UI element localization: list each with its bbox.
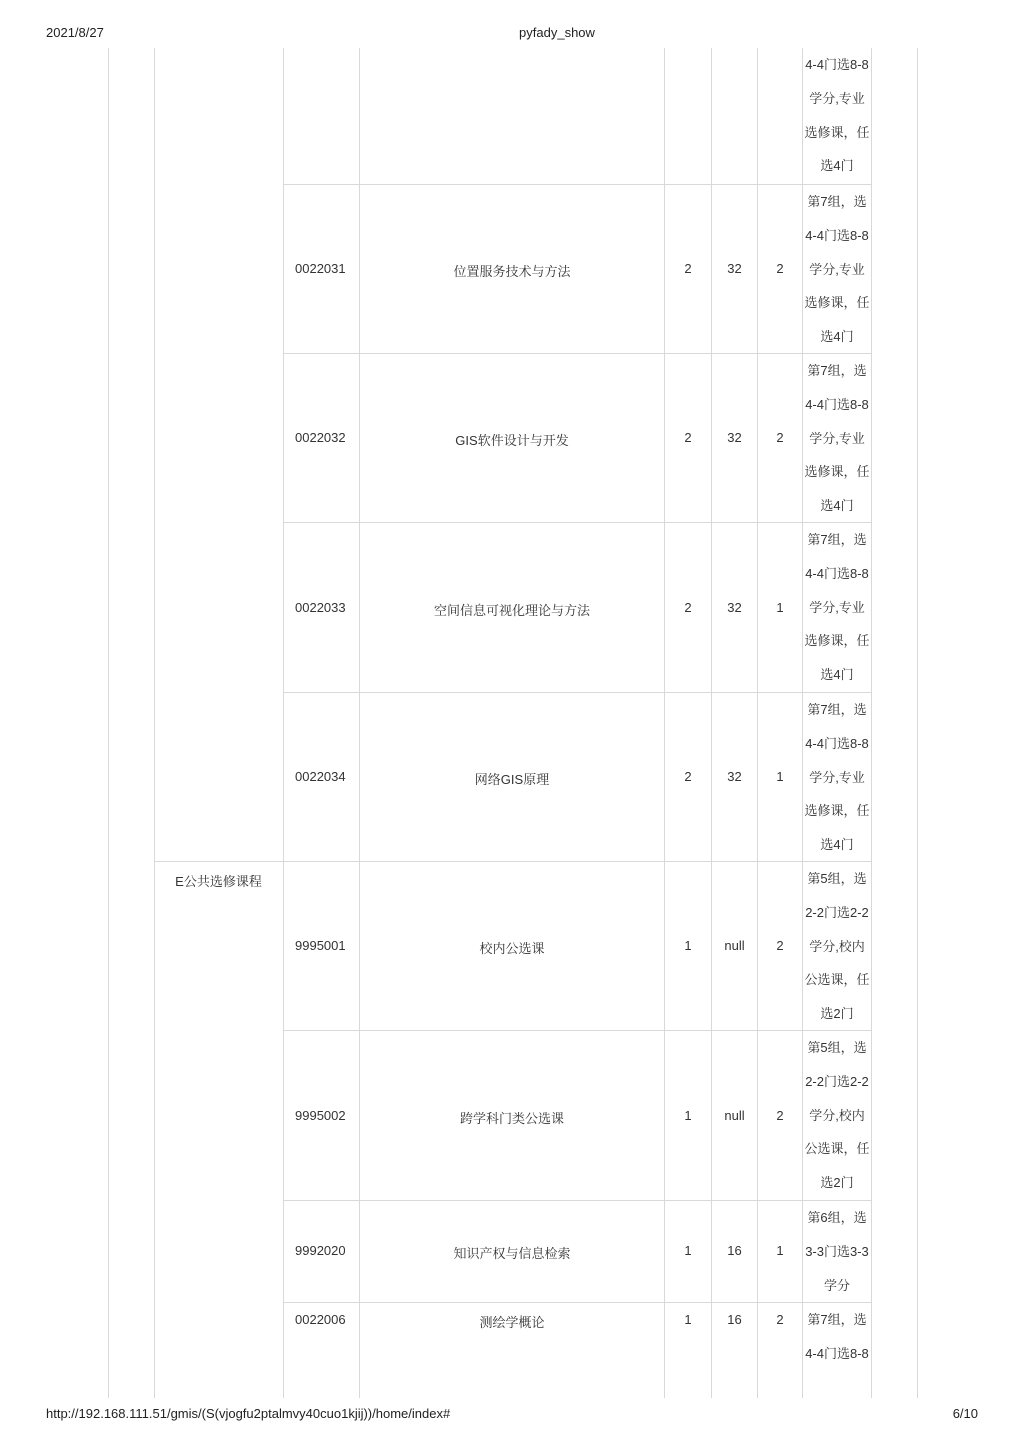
row-divider (154, 861, 871, 862)
note-line: 第7组，选 (807, 532, 867, 547)
note-line: 第7组，选 (807, 363, 867, 378)
note-line: 选4门 (820, 329, 854, 345)
course-note (803, 693, 871, 862)
course-credit: 2 (684, 769, 692, 784)
course-note (803, 1303, 871, 1371)
page-url: http://192.168.111.51/gmis/(S(vjogfu2ptalmvy40cuo1kjij))/home/index# (46, 1406, 451, 1421)
note-line: 4-4门选8-8 (805, 1345, 869, 1361)
note-line: 学分,专业 (809, 430, 865, 446)
note-line: 4-4门选8-8 (805, 735, 869, 751)
note-line: 第5组，选 (807, 1040, 867, 1055)
course-term: 2 (776, 938, 784, 953)
row-divider (283, 1302, 871, 1303)
page-title: pyfady_show (519, 25, 595, 40)
table-border-left (108, 48, 109, 1398)
course-code: 9995002 (295, 1108, 346, 1123)
course-hours: 32 (727, 261, 742, 276)
note-line: 学分,专业 (809, 769, 865, 785)
note-line: 公选课，任 (804, 1141, 870, 1157)
note-line: 2-2门选2-2 (805, 1073, 869, 1089)
row-divider (283, 353, 871, 354)
column-divider (664, 48, 665, 1398)
course-name: 网络GIS原理 (474, 772, 550, 787)
note-line: 学分,校内 (809, 1107, 865, 1123)
column-divider (283, 48, 284, 1398)
course-note (803, 354, 871, 523)
course-code: 0022032 (295, 430, 346, 445)
note-line: 4-4门选8-8 (805, 227, 869, 243)
course-note (803, 1031, 871, 1200)
note-line: 学分,校内 (809, 938, 865, 954)
row-divider (283, 522, 871, 523)
course-hours: 32 (727, 430, 742, 445)
note-line: 公选课，任 (804, 972, 870, 988)
course-name: 测绘学概论 (479, 1315, 545, 1330)
course-credit: 1 (684, 938, 692, 953)
course-term: 1 (776, 769, 784, 784)
note-line: 4-4门选8-8 (805, 396, 869, 412)
course-name: 校内公选课 (479, 941, 545, 956)
table-border-right (917, 48, 918, 1398)
note-line: 选4门 (820, 837, 854, 853)
course-credit: 1 (684, 1312, 692, 1327)
course-code: 0022034 (295, 769, 346, 784)
note-line: 选4门 (820, 498, 854, 514)
column-divider (359, 48, 360, 1398)
course-term: 1 (776, 1243, 784, 1258)
course-name: 跨学科门类公选课 (459, 1111, 564, 1126)
course-note (803, 1201, 871, 1302)
course-credit: 2 (684, 600, 692, 615)
row-divider (283, 692, 871, 693)
note-line: 第7组，选 (807, 702, 867, 717)
note-line: 2-2门选2-2 (805, 904, 869, 920)
note-line: 4-4门选8-8 (805, 57, 869, 72)
note-line: 选修课，任 (804, 803, 870, 819)
course-hours: null (724, 1108, 745, 1123)
print-date: 2021/8/27 (46, 25, 104, 40)
column-divider (711, 48, 712, 1398)
course-hours: 16 (727, 1243, 742, 1258)
note-line: 学分 (823, 1277, 850, 1293)
course-code: 0022006 (295, 1312, 346, 1327)
page-number: 6/10 (952, 1406, 978, 1421)
column-divider (757, 48, 758, 1398)
note-line: 3-3门选3-3 (805, 1243, 869, 1259)
note-line: 学分,专业 (809, 261, 865, 277)
note-line: 选4门 (820, 158, 854, 174)
course-note (803, 523, 871, 692)
course-hours: 32 (727, 769, 742, 784)
course-credit: 2 (684, 430, 692, 445)
note-line: 选修课，任 (804, 295, 870, 311)
course-name: GIS软件设计与开发 (455, 433, 569, 448)
note-line: 第7组，选 (807, 194, 867, 209)
note-line: 选修课，任 (804, 464, 870, 480)
note-line: 4-4门选8-8 (805, 565, 869, 581)
row-divider (283, 184, 871, 185)
column-divider (154, 48, 155, 1398)
course-name: 空间信息可视化理论与方法 (433, 603, 590, 618)
note-continued (803, 48, 871, 183)
course-term: 2 (776, 1312, 784, 1327)
note-line: 选4门 (820, 667, 854, 683)
note-line: 第7组，选 (807, 1312, 867, 1327)
course-note (803, 862, 871, 1031)
note-line: 选2门 (820, 1175, 854, 1191)
course-term: 2 (776, 1108, 784, 1123)
course-term: 2 (776, 261, 784, 276)
course-code: 0022033 (295, 600, 346, 615)
course-credit: 1 (684, 1243, 692, 1258)
course-code: 0022031 (295, 261, 346, 276)
note-line: 学分,专业 (809, 90, 865, 106)
course-code: 9992020 (295, 1243, 346, 1258)
course-code: 9995001 (295, 938, 346, 953)
course-note (803, 185, 871, 354)
row-divider (283, 1200, 871, 1201)
course-term: 1 (776, 600, 784, 615)
row-divider (283, 1030, 871, 1031)
note-line: 选修课，任 (804, 633, 870, 649)
course-hours: 16 (727, 1312, 742, 1327)
course-credit: 2 (684, 261, 692, 276)
note-line: 学分,专业 (809, 599, 865, 615)
note-line: 选2门 (820, 1006, 854, 1022)
course-credit: 1 (684, 1108, 692, 1123)
note-line: 选修课，任 (804, 124, 870, 140)
note-line: 第5组，选 (807, 871, 867, 886)
column-divider (871, 48, 872, 1398)
course-name: 知识产权与信息检索 (453, 1246, 571, 1261)
course-term: 2 (776, 430, 784, 445)
course-hours: 32 (727, 600, 742, 615)
course-hours: null (724, 938, 745, 953)
note-line: 第6组，选 (807, 1210, 867, 1225)
course-name: 位置服务技术与方法 (453, 264, 571, 279)
course-category: E公共选修课程 (175, 874, 262, 889)
